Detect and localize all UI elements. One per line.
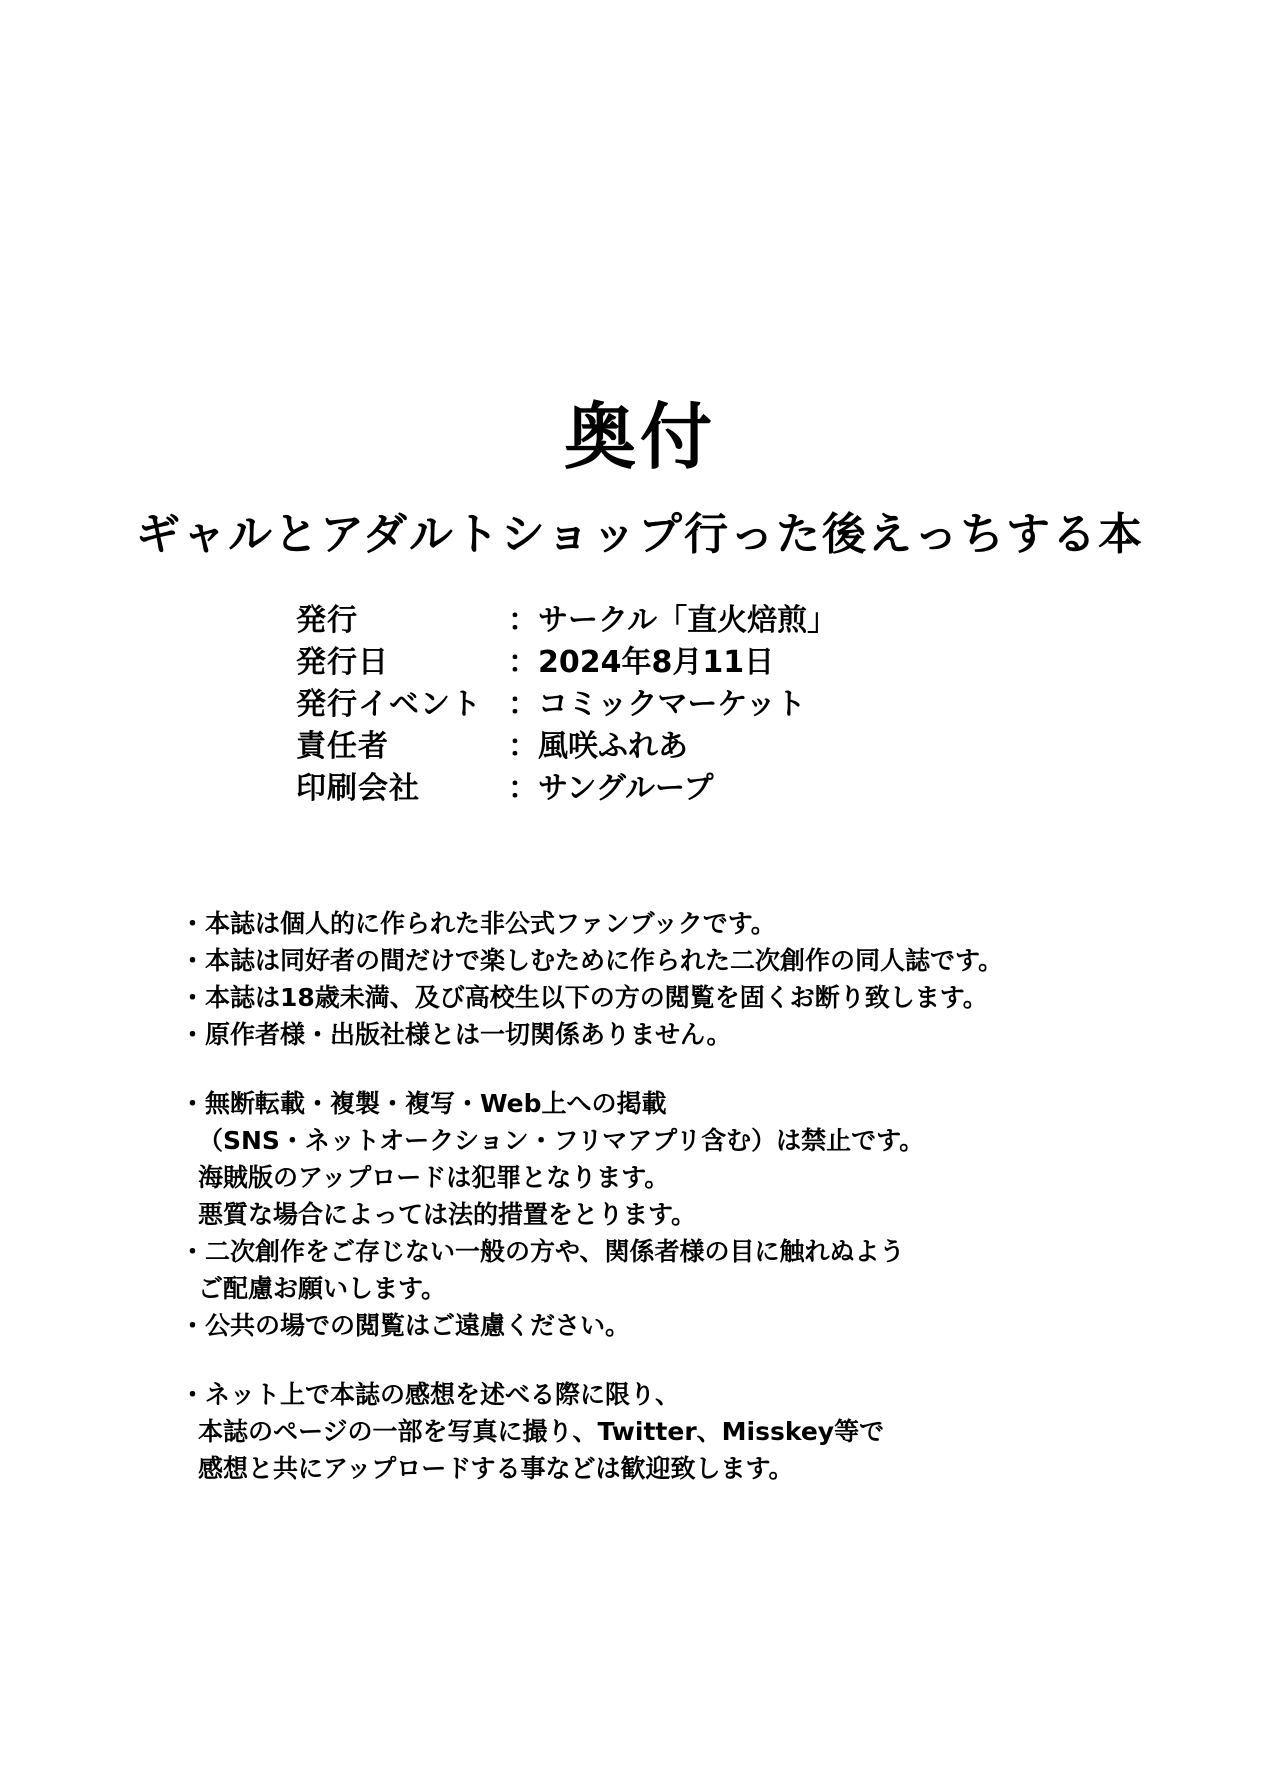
colophon-value: サングループ bbox=[538, 771, 714, 806]
colophon-value: サークル「直火焙煎」 bbox=[538, 603, 838, 638]
notice-line: （SNS・ネットオークション・フリマアプリ含む）は禁止です。 bbox=[198, 1126, 925, 1155]
notice-line: ・原作者様・出版社様とは一切関係ありません。 bbox=[180, 1020, 732, 1049]
page-heading: 奥付 bbox=[563, 395, 716, 479]
colophon-key: 発行 bbox=[296, 603, 358, 638]
notice-line: ご配慮お願いします。 bbox=[198, 1274, 447, 1303]
colophon-separator: ： bbox=[508, 729, 538, 764]
colophon-separator: ： bbox=[508, 603, 538, 638]
colophon-row-publisher bbox=[296, 600, 996, 642]
notice-line: 悪質な場合によっては法的措置をとります。 bbox=[198, 1200, 697, 1229]
colophon-row-date bbox=[296, 642, 996, 684]
notice-line: ・無断転載・複製・複写・Web上への掲載 bbox=[180, 1089, 667, 1118]
colophon-row-event bbox=[296, 684, 996, 726]
notice-line: 感想と共にアップロードする事などは歓迎致します。 bbox=[198, 1454, 794, 1483]
colophon-separator: ： bbox=[508, 771, 538, 806]
colophon-row-printer bbox=[296, 768, 996, 810]
colophon-value: コミックマーケット bbox=[538, 687, 806, 722]
notice-spacer bbox=[180, 1344, 1200, 1376]
book-title: ギャルとアダルトショップ行った後えっちする本 bbox=[135, 509, 1145, 560]
notice-line: ・公共の場での閲覧はご遠慮ください。 bbox=[180, 1311, 631, 1340]
colophon-value: 2024年8月11日 bbox=[538, 645, 775, 680]
notice-line: ・本誌は18歳未満、及び高校生以下の方の閲覧を固くお断り致します。 bbox=[180, 983, 988, 1012]
notices bbox=[180, 905, 1200, 1487]
colophon-separator: ： bbox=[508, 687, 538, 722]
colophon-key: 発行イベント bbox=[296, 687, 482, 722]
notice-line: ・本誌は同好者の間だけで楽しむために作られた二次創作の同人誌です。 bbox=[180, 946, 1004, 975]
notice-spacer bbox=[180, 1053, 1200, 1085]
colophon-key: 発行日 bbox=[296, 645, 389, 680]
colophon-key: 責任者 bbox=[296, 729, 389, 764]
colophon-separator: ： bbox=[508, 645, 538, 680]
notice-line: ・本誌は個人的に作られた非公式ファンブックです。 bbox=[180, 909, 776, 938]
colophon-value: 風咲ふれあ bbox=[538, 729, 688, 764]
notice-line: 本誌のページの一部を写真に撮り、Twitter、Misskey等で bbox=[198, 1417, 885, 1446]
notice-line: ・ネット上で本誌の感想を述べる際に限り、 bbox=[180, 1380, 681, 1409]
notice-line: ・二次創作をご存じない一般の方や、関係者様の目に触れぬよう bbox=[180, 1237, 905, 1266]
colophon-key: 印刷会社 bbox=[296, 771, 420, 806]
colophon-row-responsible bbox=[296, 726, 996, 768]
colophon-table bbox=[296, 600, 996, 810]
notice-line: 海賊版のアップロードは犯罪となります。 bbox=[198, 1163, 670, 1192]
